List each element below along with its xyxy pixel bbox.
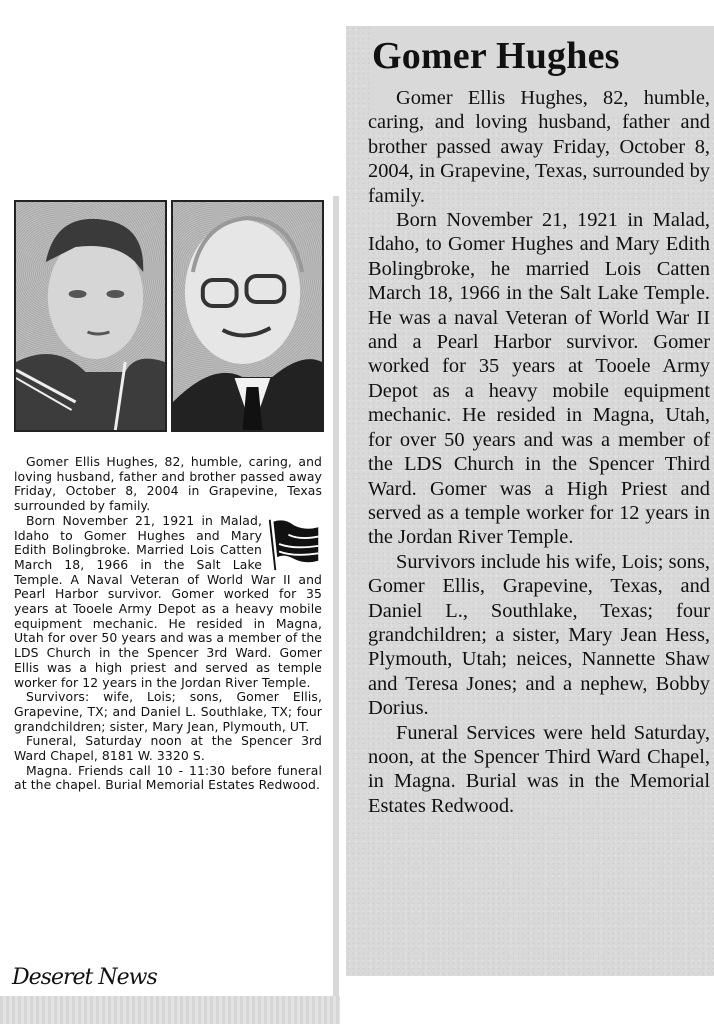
right-obituary-text xyxy=(368,86,710,818)
left-paragraph-intro: Gomer Ellis Hughes, 82, humble, caring, and loving husband, father and brother passed away Friday, October 8, 2004 in Grapevine, Texas surrounded by family. xyxy=(14,454,322,514)
left-obituary-text xyxy=(14,455,322,793)
left-paragraph-survivors: Survivors: wife, Lois; sons, Gomer Ellis, Grapevine, TX; and Daniel L. Southlake, TX; four grandchildren; sister, Mary Jean, Plymouth, UT. xyxy=(14,689,322,734)
right-paragraph-intro: Gomer Ellis Hughes, 82, humble, caring, and loving husband, father and brother passed away Friday, October 8, 2004, in Grapevine, Texas, surrounded by family. xyxy=(368,87,710,207)
portrait-photos xyxy=(14,200,324,432)
left-paragraph-visitation: Magna. Friends call 10 - 11:30 before funeral at the chapel. Burial Memorial Estates Redwood. xyxy=(14,762,322,793)
obituary-title: Gomer Hughes xyxy=(372,35,620,77)
right-paragraph-funeral: Funeral Services were held Saturday, noon, at the Spencer Third Ward Chapel, in Magna. Burial was in the Memorial Estates Redwood. xyxy=(368,721,710,817)
photo-young-portrait xyxy=(14,200,167,432)
left-paragraph-biography xyxy=(14,514,322,690)
left-paragraph-funeral: Funeral, Saturday noon at the Spencer 3rd Ward Chapel, 8181 W. 3320 S. xyxy=(14,733,322,764)
right-paragraph-biography: Born November 21, 1921 in Malad, Idaho, to Gomer Hughes and Mary Edith Bolingbroke, he married Lois Catten March 18, 1966 in the Salt Lake Temple. He was a naval Veteran of World War II and a Pearl Harbor survivor. Gomer worked for 35 years at Tooele Army Depot as a heavy mobile equipment mechanic. He resided in Magna, Utah, for over 50 years and was a member of the LDS Church in the Spencer Third Ward. Gomer was a High Priest and served as a temple worker for 12 years in the Jordan River Temple. xyxy=(368,209,710,549)
older-man-silhouette-icon xyxy=(173,202,322,430)
clipping-edge-bottom xyxy=(0,996,340,1024)
left-paragraph-biography-text: Born November 21, 1921 in Malad, Idaho to Gomer Hughes and Mary Edith Bolingbroke. Married Lois Catten March 18, 1966 in the Salt Lake Temple. A Naval Veteran of World War II and Pearl Harbor survivor. Gomer worked for 35 years at Tooele Army Depot as a heavy mobile equipment mechanic. He resided in Magna, Utah for over 50 years and was a member of the LDS Church in the Spencer 3rd Ward. Gomer Ellis was a high priest and served as temple worker for 12 years in the Jordan River Temple. xyxy=(14,512,322,690)
right-paragraph-survivors: Survivors include his wife, Lois; sons, Gomer Ellis, Grapevine, Texas, and Daniel L., Southlake, Texas; four grandchildren; a sister, Mary Jean Hess, Plymouth, Utah; neices, Nannette Shaw and Teresa Jones; and a nephew, Bobby Dorius. xyxy=(368,550,710,720)
clipping-edge xyxy=(333,196,339,996)
young-man-silhouette-icon xyxy=(16,202,165,430)
american-flag-icon xyxy=(266,516,322,572)
photo-older-portrait xyxy=(171,200,324,432)
deseret-news-signature: Deseret News xyxy=(12,965,157,990)
